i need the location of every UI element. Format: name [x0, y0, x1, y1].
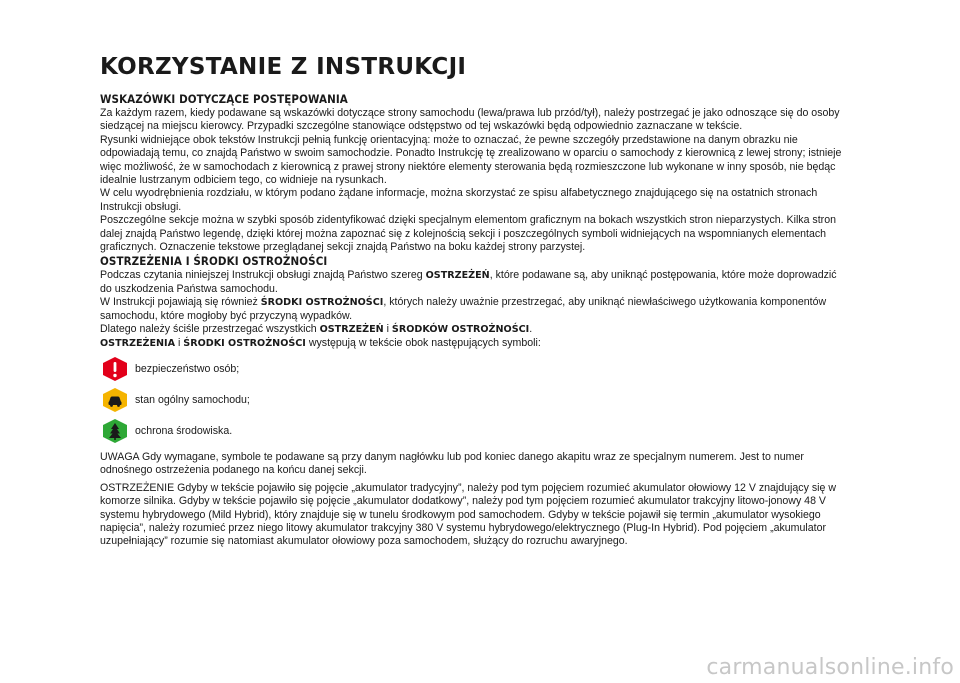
- text: , których należy uważnie przestrzegać, aby uniknąć niewłaściwego użytkowania komponentów samochodu, które mogłoby być przyczyną wypadków.: [100, 296, 827, 322]
- person-safety-warning-icon: [102, 356, 128, 382]
- symbol-row-person-safety: [102, 354, 850, 385]
- paragraph: [100, 337, 850, 350]
- paragraph: Rysunki widniejące obok tekstów Instrukcji pełnią funkcję orientacyjną: może to oznaczać, że pewne szczegóły przedstawione na danym obrazku nie odpowiadają temu, co znajdą Państwo w swoim samochodzie. Ponadto Instrukcję tę zrealizowano w oparciu o samochody z kierownicą z lewej strony; istnieje więc możliwość, że w samochodach z kierownicą z prawej strony niektóre elementy sterowania będą rozmieszczone lub wykonane w inny sposób, nie będąc idealnie lustrzanym odbiciem tego, co widnieje na rysunkach.: [100, 133, 842, 187]
- text: i: [175, 336, 184, 349]
- bold-term: ŚRODKI OSTROŻNOŚCI: [183, 337, 306, 349]
- section-heading-warnings: OSTRZEŻENIA I ŚRODKI OSTROŻNOŚCI: [100, 254, 328, 269]
- warning-paragraph: OSTRZEŻENIE Gdyby w tekście pojawiło się pojęcie „akumulator tradycyjny”, należy pod tym pojęciem rozumieć akumulator ołowiowy 12 V znajdujący się w komorze silnika. Gdyby w tekście pojawiło się pojęcie „akumulator dodatkowy”, należy pod tym pojęciem rozumieć akumulator trakcyjny litowo-jonowy 48 V systemu hybrydowego (Mild Hybrid), który znajduje się w tunelu środkowym pod samochodem. Gdyby w tekście pojawił się termin „akumulator wysokiego napięcia”, należy rozumieć przez niego litowy akumulator trakcyjny 380 V systemu hybrydowego/elektrycznego (Plug-In Hybrid). Pod pojęciem „akumulator uzupełniający” rozumie się natomiast akumulator ołowiowy poza samochodem, służący do rozruchu awaryjnego.: [100, 481, 836, 548]
- paragraph: W celu wyodrębnienia rozdziału, w którym podano żądane informacje, można skorzystać ze spisu alfabetycznego znajdującego się na ostatnich stronach Instrukcji obsługi.: [100, 187, 818, 213]
- paragraph: [100, 269, 850, 296]
- text: .: [529, 323, 533, 336]
- watermark: carmanualsonline.info: [706, 655, 954, 680]
- bold-term: OSTRZEŻEŃ: [425, 270, 490, 282]
- text: , które podawane są, aby uniknąć postępowania, które może doprowadzić do uszkodzenia Państwa samochodu.: [100, 269, 837, 295]
- section-heading-guidelines: WSKAZÓWKI DOTYCZĄCE POSTĘPOWANIA: [100, 92, 348, 106]
- bold-term: OSTRZEŻEŃ: [319, 324, 384, 336]
- symbol-row-vehicle: [102, 385, 850, 416]
- text: występują w tekście obok następujących symboli:: [305, 336, 541, 349]
- note-paragraph: UWAGA Gdy wymagane, symbole te podawane są przy danym nagłówku lub pod koniec danego akapitu wraz ze specjalnym numerem. Jest to numer odnośnego ostrzeżenia podanego na końcu danej sekcji.: [100, 450, 804, 477]
- paragraph: Za każdym razem, kiedy podawane są wskazówki dotyczące strony samochodu (lewa/prawa lub przód/tył), należy postrzegać je jako odnoszące się do osoby siedzącej na miejscu kierowcy. Przypadki szczególne stanowiące odstępstwo od tej wskazówki będą odpowiednio zaznaczane w tekście.: [100, 107, 840, 133]
- paragraph: [100, 296, 850, 323]
- bold-term: ŚRODKÓW OSTROŻNOŚCI: [391, 324, 530, 336]
- symbol-row-environment: [102, 416, 850, 447]
- text: Podczas czytania niniejszej Instrukcji obsługi znajdą Państwo szereg: [100, 269, 426, 282]
- manual-page: [100, 54, 850, 549]
- text: Dlatego należy ściśle przestrzegać wszystkich: [100, 323, 320, 336]
- paragraph: [100, 323, 850, 336]
- bold-term: ŚRODKI OSTROŻNOŚCI: [260, 297, 384, 309]
- vehicle-integrity-warning-icon: [102, 387, 128, 413]
- bold-term: OSTRZEŻENIA: [100, 337, 176, 349]
- page-title: KORZYSTANIE Z INSTRUKCJI: [100, 54, 467, 80]
- symbol-label: ochrona środowiska.: [135, 424, 233, 437]
- paragraph: Poszczególne sekcje można w szybki sposób zidentyfikować dzięki specjalnym elementom graficznym na bokach wszystkich stron nieparzystych. Kilka stron dalej znajdą Państwo legendę, dzięki której można zapoznać się z kolejnością sekcji i poszczególnych symboli widniejących na wspomnianych elementach graficznych. Oznaczenie tekstowe przeglądanej sekcji znajdą Państwo na boku każdej strony parzystej.: [100, 214, 836, 254]
- environment-protection-icon: [102, 418, 128, 444]
- symbol-label: stan ogólny samochodu;: [135, 393, 250, 406]
- symbol-label: bezpieczeństwo osób;: [135, 362, 240, 375]
- text: W Instrukcji pojawiają się również: [100, 296, 261, 309]
- text: i: [383, 323, 392, 336]
